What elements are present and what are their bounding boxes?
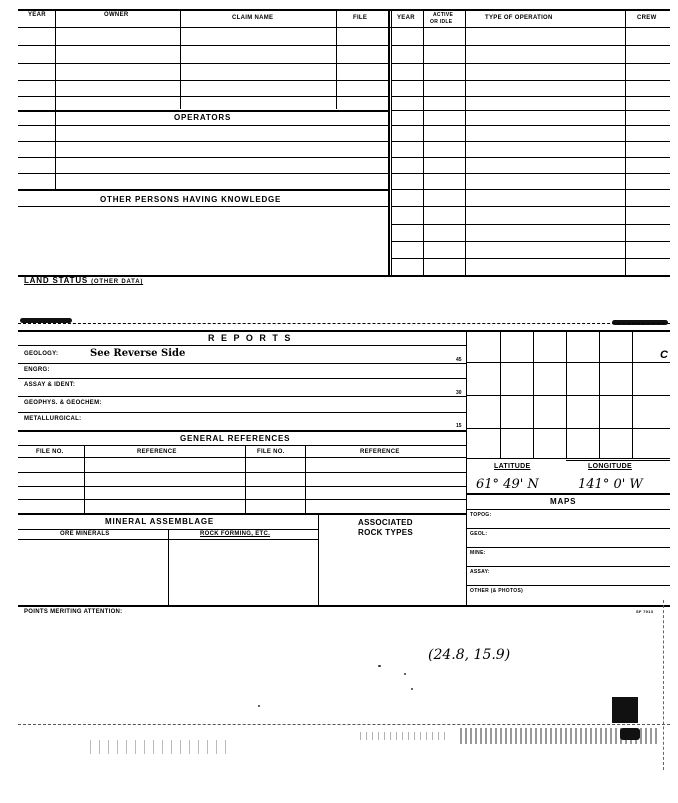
report-label-engrg: ENGRG: <box>24 367 50 373</box>
header-year: YEAR <box>28 12 46 18</box>
header-claim-name: CLAIM NAME <box>232 15 274 21</box>
report-num-30: 30 <box>456 390 462 396</box>
report-label-assay: ASSAY & IDENT: <box>24 382 76 388</box>
ref-header-reference-2: REFERENCE <box>360 449 400 455</box>
handwritten-coords: (24.8, 15.9) <box>428 647 511 663</box>
longitude-value: 141° 0' W <box>578 477 643 492</box>
scan-black-mark <box>620 728 640 740</box>
latitude-label: LATITUDE <box>494 463 531 470</box>
header-file: FILE <box>353 15 368 21</box>
rock-forming-label: ROCK FORMING, ETC. <box>200 531 271 537</box>
ref-header-file-no-1: FILE NO. <box>36 449 64 455</box>
points-meriting-attention-label: POINTS MERITING ATTENTION: <box>24 609 123 615</box>
longitude-label: LONGITUDE <box>588 463 632 470</box>
associated-label-1: ASSOCIATED <box>358 518 413 527</box>
report-num-45: 45 <box>456 357 462 363</box>
report-label-geophys: GEOPHYS. & GEOCHEM: <box>24 400 102 406</box>
other-persons-label: OTHER PERSONS HAVING KNOWLEDGE <box>100 195 282 204</box>
scan-noise-band <box>90 740 230 754</box>
header-owner: OWNER <box>104 12 129 18</box>
maps-row-mine: MINE: <box>470 550 486 556</box>
maps-row-topog: TOPOG: <box>470 512 492 518</box>
scan-speck <box>411 688 413 690</box>
scan-speck <box>258 705 260 707</box>
maps-title: MAPS <box>550 497 577 506</box>
operators-label: OPERATORS <box>174 113 232 122</box>
latitude-value: 61° 49' N <box>476 477 539 492</box>
header-active-idle-1: ACTIVE <box>433 12 454 18</box>
report-num-15: 15 <box>456 423 462 429</box>
scan-noise-band <box>360 732 450 740</box>
reports-edge-letter: C <box>660 349 669 361</box>
scan-black-square <box>612 697 638 723</box>
ref-header-reference-1: REFERENCE <box>137 449 177 455</box>
report-value-geology: See Reverse Side <box>90 348 186 359</box>
maps-row-geol: GEOL: <box>470 531 488 537</box>
maps-row-other: OTHER (& PHOTOS) <box>470 588 524 594</box>
form-number: SF 7913 <box>636 609 654 614</box>
header-crew: CREW <box>637 15 657 21</box>
scan-speck <box>378 665 381 667</box>
maps-row-assay: ASSAY: <box>470 569 490 575</box>
general-references-title: GENERAL REFERENCES <box>180 434 291 443</box>
associated-label-2: ROCK TYPES <box>358 528 414 537</box>
header-year-2: YEAR <box>397 15 415 21</box>
header-active-idle-2: OR IDLE <box>430 19 453 25</box>
report-label-geology: GEOLOGY: <box>24 351 59 357</box>
ore-minerals-label: ORE MINERALS <box>60 531 110 537</box>
ref-header-file-no-2: FILE NO. <box>257 449 285 455</box>
reports-title: R E P O R T S <box>208 333 293 343</box>
header-type-of-operation: TYPE OF OPERATION <box>485 15 553 21</box>
scan-speck <box>404 673 406 675</box>
land-status-label: LAND STATUS (OTHER DATA) <box>24 276 144 285</box>
report-label-metallurgical: METALLURGICAL: <box>24 416 82 422</box>
mineral-assemblage-title: MINERAL ASSEMBLAGE <box>105 517 215 526</box>
